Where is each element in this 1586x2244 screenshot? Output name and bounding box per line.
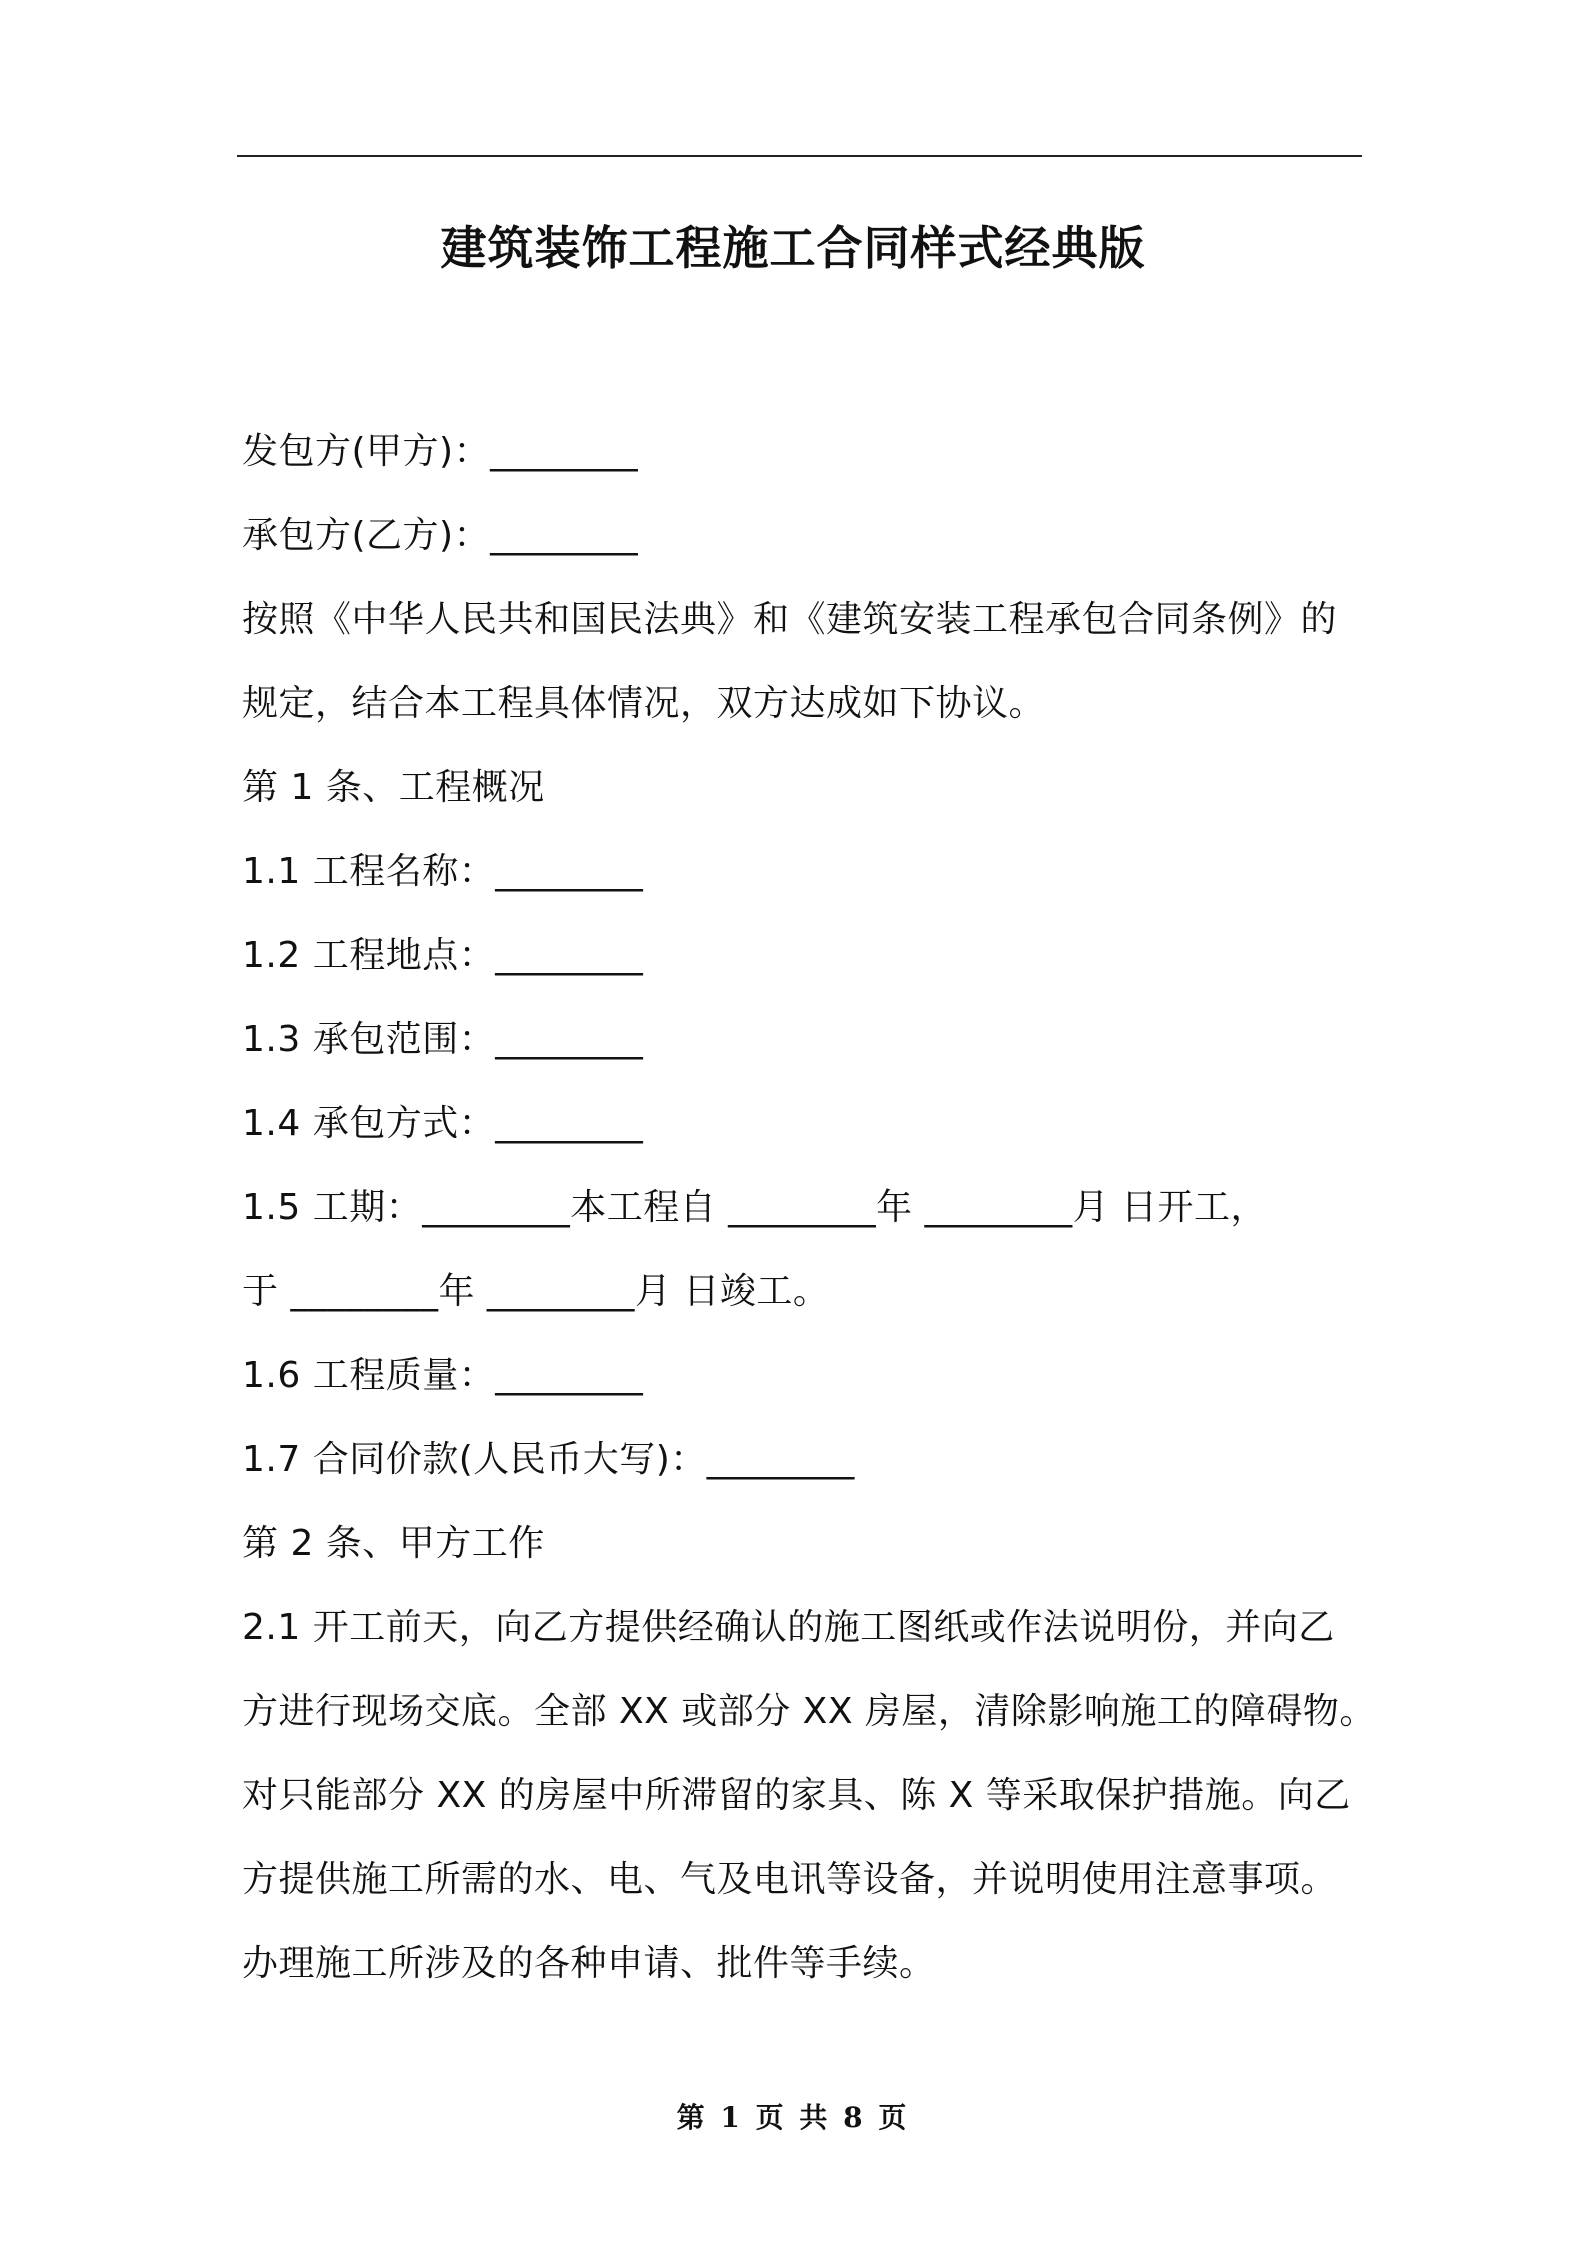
- clause-2-1-line-2: 方进行现场交底。全部 XX 或部分 XX 房屋，清除影响施工的障碍物。: [242, 1691, 1376, 1732]
- document-title: 建筑装饰工程施工合同样式经典版: [440, 221, 1146, 275]
- clause-1-7: 1.7 合同价款(人民币大写)：________: [242, 1439, 855, 1480]
- article-1-heading: 第 1 条、工程概况: [242, 767, 545, 808]
- preamble-line-2: 规定，结合本工程具体情况，双方达成如下协议。: [242, 683, 1046, 724]
- party-b-line: 承包方(乙方)：________: [242, 515, 639, 556]
- preamble-line-1: 按照《中华人民共和国民法典》和《建筑安装工程承包合同条例》的: [242, 599, 1338, 640]
- clause-1-2: 1.2 工程地点：________: [242, 935, 644, 976]
- clause-2-1-line-3: 对只能部分 XX 的房屋中所滞留的家具、陈 X 等采取保护措施。向乙: [242, 1775, 1351, 1816]
- clause-2-1-line-5: 办理施工所涉及的各种申请、批件等手续。: [242, 1943, 936, 1984]
- clause-2-1-line-4: 方提供施工所需的水、电、气及电讯等设备，并说明使用注意事项。: [242, 1859, 1338, 1900]
- article-2-heading: 第 2 条、甲方工作: [242, 1523, 545, 1564]
- document-body: [242, 410, 1376, 2006]
- clause-2-1-line-1: 2.1 开工前天，向乙方提供经确认的施工图纸或作法说明份，并向乙: [242, 1607, 1335, 1648]
- clause-1-5-line-1: 1.5 工期：________本工程自 ________年 ________月 日开工，: [242, 1187, 1268, 1228]
- clause-1-3: 1.3 承包范围：________: [242, 1019, 644, 1060]
- clause-1-6: 1.6 工程质量：________: [242, 1355, 644, 1396]
- header-rule: [237, 155, 1362, 157]
- party-a-line: 发包方(甲方)：________: [242, 431, 639, 472]
- page-number-footer: 第 1 页 共 8 页: [676, 2101, 910, 2134]
- clause-1-5-line-2: 于 ________年 ________月 日竣工。: [242, 1271, 830, 1312]
- clause-1-1: 1.1 工程名称：________: [242, 851, 644, 892]
- clause-1-4: 1.4 承包方式：________: [242, 1103, 644, 1144]
